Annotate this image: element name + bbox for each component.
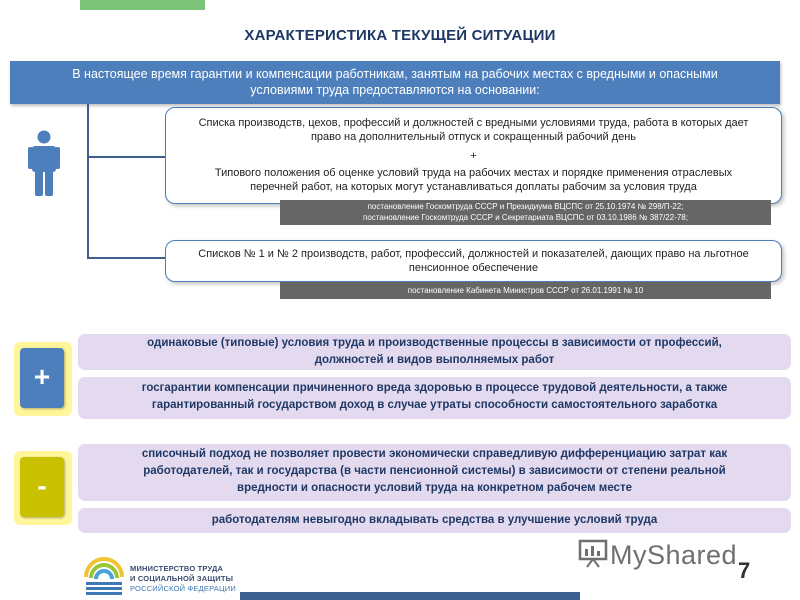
con-item-1-line-3: вредности и опасности условий труда на конкретном рабочем месте: [237, 482, 632, 494]
ministry-line-1: МИНИСТЕРСТВО ТРУДА: [130, 564, 224, 573]
con-item-2-text: работодателям невыгодно вкладывать средства в улучшение условий труда: [211, 514, 658, 526]
ministry-line-3: РОССИЙСКОЙ ФЕДЕРАЦИИ: [130, 584, 236, 593]
bottom-accent-bar: [240, 592, 580, 600]
pro-item-1: [78, 334, 791, 370]
con-item-1: [78, 444, 791, 501]
con-item-2: [78, 508, 791, 533]
pro-item-2: [78, 377, 791, 419]
page-number: 7: [738, 558, 751, 583]
ministry-line-2: И СОЦИАЛЬНОЙ ЗАЩИТЫ: [130, 574, 234, 583]
intro-line-1: В настоящее время гарантии и компенсации работникам, занятым на рабочих местах с вредными и опасными: [72, 67, 718, 81]
pro-item-1-line-1: одинаковые (типовые) условия труда и производственные процессы в зависимости от профессий,: [147, 337, 722, 349]
intro-line-2: условиями труда предоставляются на основании:: [250, 83, 540, 97]
page-title: ХАРАКТЕРИСТИКА ТЕКУЩЕЙ СИТУАЦИИ: [244, 27, 556, 44]
con-item-1-line-2: работодателей, так и государства (в части пенсионной системы) в зависимости от степени реальной: [143, 465, 726, 477]
doc1-plus: +: [470, 150, 477, 162]
minus-sign: -: [20, 457, 64, 517]
top-accent-bar: [80, 0, 205, 10]
doc2-line-1: Списков № 1 и № 2 производств, работ, профессий, должностей и показателей, дающих право на льготное: [198, 248, 749, 260]
con-item-1-line-1: списочный подход не позволяет провести экономически справедливую дифференциацию затрат как: [141, 448, 728, 460]
ministry-logo-icon: [84, 557, 124, 595]
ministry-name: [130, 564, 236, 594]
doc2-reference: постановление Кабинета Министров СССР от 26.01.1991 № 10: [407, 286, 644, 295]
doc1-line-2: право на дополнительный отпуск и сокращенный рабочий день: [310, 131, 637, 143]
presentation-icon: [578, 538, 608, 568]
connector-to-doc1: [87, 156, 165, 158]
doc1-line-3: Типового положения об оценке условий труда на рабочих местах и порядке применения отраслевых: [214, 167, 733, 179]
doc1-line-4: перечней работ, на которых могут устанавливаться доплаты рабочим за условия труда: [250, 181, 697, 193]
person-icon: [28, 130, 60, 196]
intro-header-box: [10, 61, 780, 104]
plus-sign: +: [20, 348, 64, 408]
document-box-1: [165, 107, 782, 204]
doc1-reference-bar: [280, 200, 771, 225]
minus-sign-frame: [14, 451, 72, 525]
myshared-watermark: MyShared: [610, 540, 738, 570]
pro-item-2-line-1: госгарантии компенсации причиненного вреда здоровью в процессе трудовой деятельности, а также: [141, 382, 728, 394]
doc1-line-1: Списка производств, цехов, профессий и должностей с вредными условиями труда, работа в которых дает: [198, 117, 749, 129]
document-box-2: [165, 240, 782, 282]
doc2-line-2: пенсионное обеспечение: [408, 262, 539, 274]
pro-item-2-line-2: гарантированный государством доход в случае утраты способности самостоятельного заработка: [151, 399, 718, 411]
connector-vertical: [87, 104, 89, 258]
plus-sign-frame: [14, 342, 72, 416]
doc2-reference-bar: [280, 282, 771, 299]
pro-item-1-line-2: должностей и видов выполняемых работ: [314, 354, 555, 366]
doc1-reference-1: постановление Госкомтруда СССР и Президиума ВЦСПС от 25.10.1974 № 298/П-22;: [367, 202, 684, 211]
doc1-reference-2: постановление Госкомтруда СССР и Секретариата ВЦСПС от 03.10.1986 № 387/22-78;: [363, 213, 688, 222]
connector-to-doc2: [87, 257, 165, 259]
